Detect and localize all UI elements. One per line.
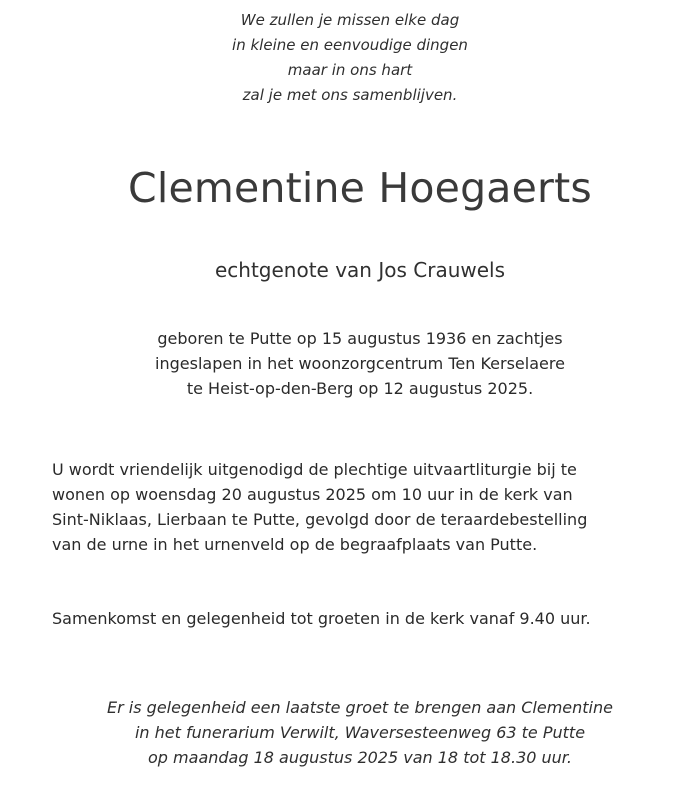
birth-death-line: te Heist-op-den-Berg op 12 augustus 2025. <box>186 379 534 398</box>
birth-death-line: geboren te Putte op 15 augustus 1936 en zachtjes <box>157 329 563 348</box>
birth-death-line: ingeslapen in het woonzorgcentrum Ten Kerselaere <box>155 354 565 373</box>
poem-line: in kleine en eenvoudige dingen <box>232 36 468 54</box>
farewell-info <box>0 695 700 770</box>
invitation-line: wonen op woensdag 20 augustus 2025 om 10 uur in de kerk van <box>52 485 573 504</box>
memorial-poem <box>0 8 700 108</box>
deceased-name: Clementine Hoegaerts <box>128 164 592 212</box>
spouse-line: echtgenote van Jos Crauwels <box>214 258 506 282</box>
invitation-line: Sint-Niklaas, Lierbaan te Putte, gevolgd door de teraardebestelling <box>52 510 588 529</box>
poem-line: zal je met ons samenblijven. <box>242 86 458 104</box>
farewell-line: op maandag 18 augustus 2025 van 18 tot 18.30 uur. <box>148 748 572 767</box>
gathering-info: Samenkomst en gelegenheid tot groeten in de kerk vanaf 9.40 uur. <box>52 609 591 628</box>
funeral-invitation <box>52 457 587 557</box>
birth-death-info <box>0 326 700 401</box>
poem-line: maar in ons hart <box>287 61 413 79</box>
farewell-line: Er is gelegenheid een laatste groet te brengen aan Clementine <box>107 698 613 717</box>
invitation-line: van de urne in het urnenveld op de begraafplaats van Putte. <box>52 535 538 554</box>
invitation-line: U wordt vriendelijk uitgenodigd de plechtige uitvaartliturgie bij te <box>52 460 577 479</box>
poem-line: We zullen je missen elke dag <box>240 11 460 29</box>
farewell-line: in het funerarium Verwilt, Waversesteenweg 63 te Putte <box>134 723 586 742</box>
